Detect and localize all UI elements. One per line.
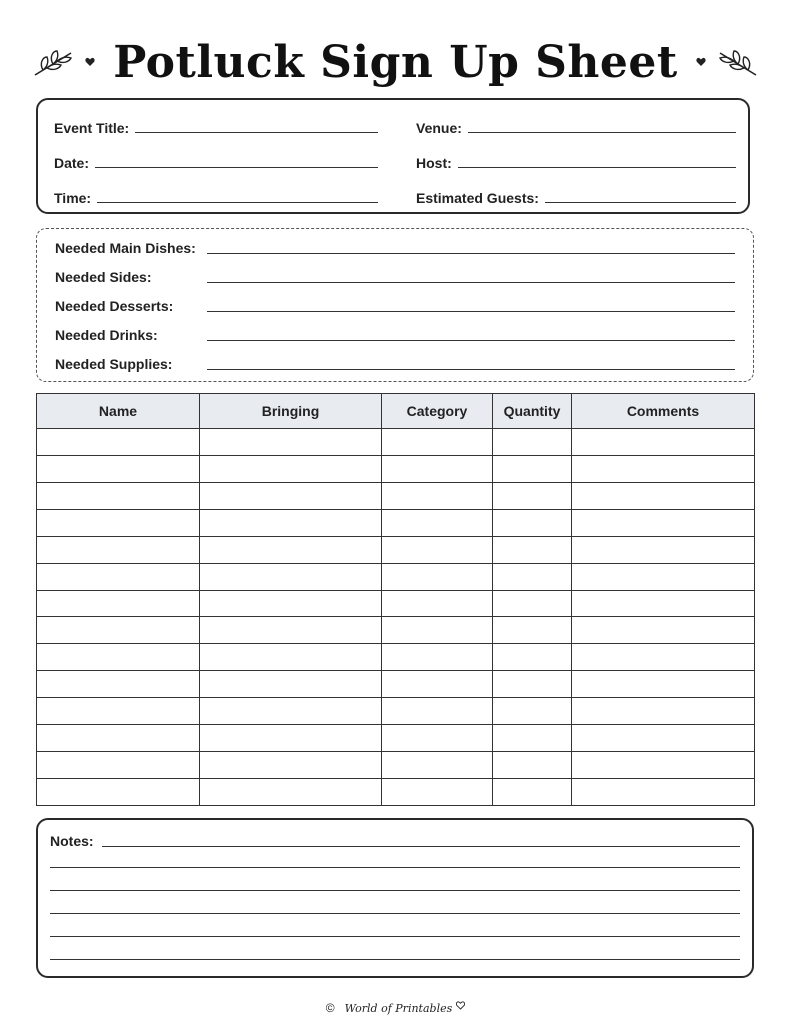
- table-cell[interactable]: [200, 563, 382, 590]
- table-row: [37, 752, 755, 779]
- estimated-guests-field[interactable]: [416, 188, 736, 206]
- needed-supplies-field[interactable]: [55, 355, 735, 372]
- table-cell[interactable]: [200, 617, 382, 644]
- table-cell[interactable]: [493, 752, 572, 779]
- notes-line[interactable]: [50, 913, 740, 914]
- table-cell[interactable]: [37, 429, 200, 456]
- table-cell[interactable]: [382, 455, 493, 482]
- notes-label: Notes:: [50, 833, 94, 849]
- venue-label: Venue:: [416, 120, 462, 136]
- table-cell[interactable]: [37, 455, 200, 482]
- event-info-box: [36, 98, 750, 214]
- date-field[interactable]: [54, 153, 378, 171]
- needed-supplies-label: Needed Supplies:: [55, 356, 173, 372]
- table-cell[interactable]: [37, 778, 200, 805]
- heart-icon: [456, 1001, 465, 1010]
- table-cell[interactable]: [382, 590, 493, 617]
- table-cell[interactable]: [200, 725, 382, 752]
- table-cell[interactable]: [382, 536, 493, 563]
- table-cell[interactable]: [37, 671, 200, 698]
- notes-line[interactable]: [50, 959, 740, 960]
- needed-desserts-label: Needed Desserts:: [55, 298, 174, 314]
- column-header-category: Category: [382, 394, 493, 429]
- table-cell[interactable]: [37, 617, 200, 644]
- table-cell[interactable]: [493, 698, 572, 725]
- table-cell[interactable]: [200, 778, 382, 805]
- table-cell[interactable]: [37, 536, 200, 563]
- table-cell[interactable]: [572, 509, 755, 536]
- date-line[interactable]: [95, 153, 378, 168]
- needed-sides-label: Needed Sides:: [55, 269, 152, 285]
- table-cell[interactable]: [382, 482, 493, 509]
- needed-drinks-label: Needed Drinks:: [55, 327, 158, 343]
- needed-sides-line[interactable]: [207, 268, 735, 283]
- needed-drinks-field[interactable]: [55, 326, 735, 343]
- table-cell[interactable]: [37, 644, 200, 671]
- notes-line[interactable]: [50, 867, 740, 868]
- table-cell[interactable]: [572, 590, 755, 617]
- table-cell[interactable]: [37, 698, 200, 725]
- venue-line[interactable]: [468, 118, 736, 133]
- table-cell[interactable]: [493, 563, 572, 590]
- table-cell[interactable]: [200, 671, 382, 698]
- table-cell[interactable]: [572, 455, 755, 482]
- table-cell[interactable]: [200, 644, 382, 671]
- needed-main-dishes-label: Needed Main Dishes:: [55, 240, 196, 256]
- table-row: [37, 671, 755, 698]
- column-header-name: Name: [37, 394, 200, 429]
- table-row: [37, 778, 755, 805]
- event-title-field[interactable]: [54, 118, 378, 136]
- signup-table: [36, 393, 755, 806]
- table-cell[interactable]: [200, 590, 382, 617]
- table-body: [37, 429, 755, 806]
- needed-main-dishes-field[interactable]: [55, 239, 735, 256]
- date-label: Date:: [54, 155, 90, 171]
- right-ornament: [696, 47, 758, 77]
- table-row: [37, 455, 755, 482]
- time-line[interactable]: [97, 188, 378, 203]
- table-cell[interactable]: [493, 509, 572, 536]
- title-row: [0, 30, 791, 94]
- table-cell[interactable]: [493, 644, 572, 671]
- column-header-quantity: Quantity: [493, 394, 572, 429]
- table-cell[interactable]: [493, 536, 572, 563]
- table-cell[interactable]: [572, 536, 755, 563]
- notes-box: [36, 818, 754, 978]
- table-cell[interactable]: [382, 509, 493, 536]
- leaf-sprig-icon: [33, 47, 77, 77]
- needed-supplies-line[interactable]: [207, 355, 735, 370]
- host-line[interactable]: [458, 153, 736, 168]
- table-cell[interactable]: [200, 752, 382, 779]
- table-row: [37, 590, 755, 617]
- notes-line[interactable]: [102, 832, 740, 847]
- notes-field[interactable]: [50, 832, 740, 849]
- host-label: Host:: [416, 155, 452, 171]
- table-row: [37, 644, 755, 671]
- heart-icon: [696, 57, 706, 67]
- table-cell[interactable]: [382, 429, 493, 456]
- table-row: [37, 429, 755, 456]
- table-cell[interactable]: [382, 778, 493, 805]
- table-cell[interactable]: [572, 725, 755, 752]
- table-row: [37, 563, 755, 590]
- table-cell[interactable]: [382, 725, 493, 752]
- table-cell[interactable]: [572, 752, 755, 779]
- estimated-guests-label: Estimated Guests:: [416, 190, 539, 206]
- table-cell[interactable]: [200, 455, 382, 482]
- left-ornament: [33, 47, 95, 77]
- table-cell[interactable]: [200, 698, 382, 725]
- table-cell[interactable]: [493, 590, 572, 617]
- table-cell[interactable]: [382, 644, 493, 671]
- event-title-line[interactable]: [135, 118, 378, 133]
- table-cell[interactable]: [493, 429, 572, 456]
- table-row: [37, 509, 755, 536]
- table-cell[interactable]: [382, 671, 493, 698]
- table-cell[interactable]: [37, 509, 200, 536]
- needed-items-box: [36, 228, 754, 382]
- table-row: [37, 725, 755, 752]
- table-cell[interactable]: [493, 671, 572, 698]
- table-header-row: [37, 394, 755, 429]
- notes-line[interactable]: [50, 936, 740, 937]
- host-field[interactable]: [416, 153, 736, 171]
- venue-field[interactable]: [416, 118, 736, 136]
- copyright-symbol: ©: [325, 1001, 335, 1015]
- needed-drinks-line[interactable]: [207, 326, 735, 341]
- table-cell[interactable]: [572, 429, 755, 456]
- needed-desserts-field[interactable]: [55, 297, 735, 314]
- table-cell[interactable]: [37, 725, 200, 752]
- page-title: Potluck Sign Up Sheet: [113, 36, 678, 88]
- table-cell[interactable]: [200, 482, 382, 509]
- table-cell[interactable]: [493, 778, 572, 805]
- footer: [0, 998, 791, 1018]
- table-row: [37, 698, 755, 725]
- table-cell[interactable]: [37, 590, 200, 617]
- table-cell[interactable]: [37, 482, 200, 509]
- brand-name: World of Printables: [344, 1001, 453, 1015]
- table-cell[interactable]: [572, 778, 755, 805]
- table-cell[interactable]: [493, 725, 572, 752]
- time-label: Time:: [54, 190, 92, 206]
- heart-icon: [85, 57, 95, 67]
- needed-main-dishes-line[interactable]: [207, 239, 735, 254]
- needed-sides-field[interactable]: [55, 268, 735, 285]
- table-cell[interactable]: [200, 429, 382, 456]
- notes-line[interactable]: [50, 890, 740, 891]
- table-cell[interactable]: [37, 752, 200, 779]
- table-cell[interactable]: [572, 563, 755, 590]
- table-cell[interactable]: [493, 482, 572, 509]
- table-cell[interactable]: [572, 617, 755, 644]
- table-cell[interactable]: [572, 698, 755, 725]
- column-header-bringing: Bringing: [200, 394, 382, 429]
- table-row: [37, 536, 755, 563]
- table-cell[interactable]: [382, 698, 493, 725]
- table-cell[interactable]: [493, 455, 572, 482]
- table-row: [37, 617, 755, 644]
- event-title-label: Event Title:: [54, 120, 130, 136]
- table-cell[interactable]: [382, 563, 493, 590]
- time-field[interactable]: [54, 188, 378, 206]
- table-cell[interactable]: [200, 536, 382, 563]
- leaf-sprig-icon: [714, 47, 758, 77]
- table-cell[interactable]: [572, 644, 755, 671]
- table-cell[interactable]: [572, 671, 755, 698]
- table-cell[interactable]: [37, 563, 200, 590]
- needed-desserts-line[interactable]: [207, 297, 735, 312]
- table-cell[interactable]: [200, 509, 382, 536]
- table-cell[interactable]: [382, 617, 493, 644]
- table-row: [37, 482, 755, 509]
- column-header-comments: Comments: [572, 394, 755, 429]
- table-cell[interactable]: [493, 617, 572, 644]
- estimated-guests-line[interactable]: [545, 188, 736, 203]
- table-cell[interactable]: [382, 752, 493, 779]
- table-cell[interactable]: [572, 482, 755, 509]
